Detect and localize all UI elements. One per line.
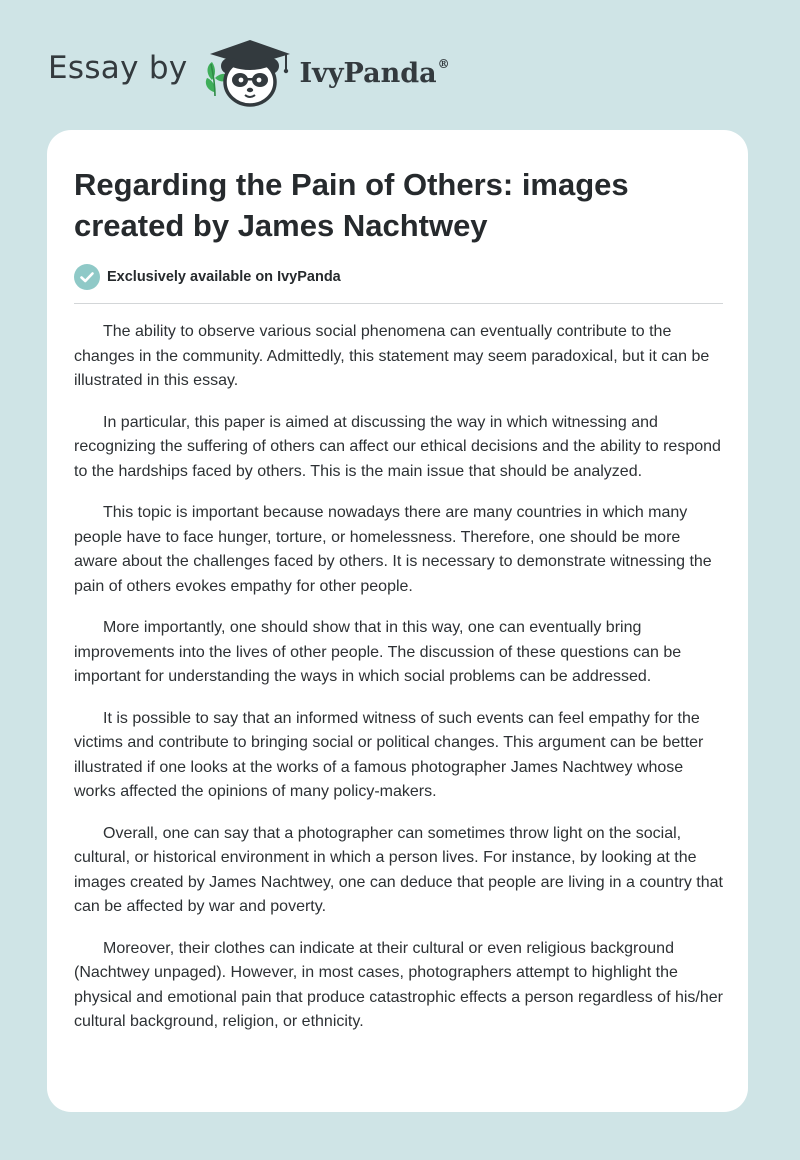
brand-text: IvyPanda <box>299 58 437 89</box>
panda-graduate-icon[interactable] <box>202 34 298 110</box>
site-header <box>48 34 450 110</box>
paragraph: In particular, this paper is aimed at discussing the way in which witnessing and recognizing the suffering of others can affect our ethical decisions and the ability to respond to the hardships faced by others. This is the main issue that should be analyzed. <box>74 413 721 480</box>
paragraph: It is possible to say that an informed witness of such events can feel empathy for the victims and contribute to bringing social or political changes. This argument can be better illustrated if one looks at the works of a famous photographer James Nachtwey whose works affected the opinions of many policy-makers. <box>74 709 704 800</box>
registered-mark: ® <box>437 57 450 71</box>
check-circle-icon <box>74 264 100 290</box>
paragraph: This topic is important because nowadays there are many countries in which many people have to face hunger, torture, or homelessness. Therefore, one should be more aware about the challenges faced by others. It is necessary to demonstrate witnessing the pain of others evokes empathy for other people. <box>74 504 712 595</box>
paragraph: More importantly, one should show that in this way, one can eventually bring improvements into the lives of other people. The discussion of these questions can be important for understanding the ways in which social problems can be addressed. <box>74 619 682 685</box>
exclusive-label: Exclusively available on IvyPanda <box>107 269 341 285</box>
essay-body <box>74 320 725 1052</box>
paragraph: The ability to observe various social phenomena can eventually contribute to the changes in the community. Admittedly, this statement may seem paradoxical, but it can be illustrated in this essay. <box>74 323 710 389</box>
brand-name[interactable] <box>300 57 450 89</box>
essay-card <box>47 130 748 1112</box>
essay-by-label: Essay by <box>48 50 188 86</box>
divider <box>74 303 723 304</box>
essay-title: Regarding the Pain of Others: images created by James Nachtwey <box>74 167 629 243</box>
exclusive-badge <box>74 264 341 290</box>
paragraph: Overall, one can say that a photographer can sometimes throw light on the social, cultural, or historical environment in which a person lives. For instance, by looking at the images created by James Nachtwey, one can deduce that people are living in a country that can be affected by war and poverty. <box>74 824 723 915</box>
paragraph: Moreover, their clothes can indicate at their cultural or even religious background (Nachtwey unpaged). However, in most cases, photographers attempt to highlight the physical and emotional pain that produce catastrophic effects a person regardless of his/her cultural background, religion, or ethnicity. <box>74 939 723 1030</box>
